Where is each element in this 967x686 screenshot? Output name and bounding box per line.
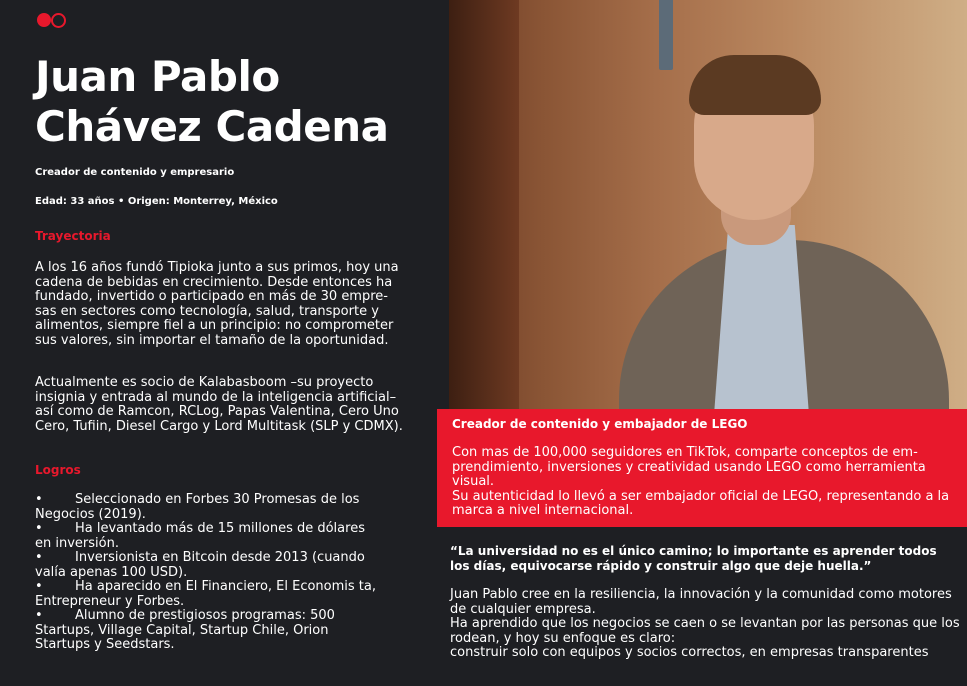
lego-text — [452, 446, 960, 519]
name-line-1: Juan Pablo — [35, 52, 280, 101]
bullet-icon: • — [35, 550, 43, 565]
photo-door-frame — [449, 0, 519, 412]
logro-text: Alumno de prestigiosos programas: 500 Startups, Village Capital, Startup Chile, Orion Startups y Seedstars. — [35, 608, 335, 652]
profile-subtitle: Creador de contenido y empresario — [35, 167, 235, 178]
photo-shirt — [714, 225, 809, 412]
bullet-icon: • — [35, 492, 43, 507]
logo-dot-filled — [37, 13, 51, 27]
list-item — [35, 609, 380, 653]
trayectoria-paragraph-1: A los 16 años fundó Tipioka junto a sus primos, hoy una cadena de bebidas en crecimiento. Desde entonces ha fundado, invertido o participado en más de 30 empre-sas en sectores como tecnología, salud, transporte y alimentos, siempre fiel a un principio: no comprometer sus valores, sin importar el tamaño de la oportunidad. — [35, 260, 399, 348]
logro-text: Ha levantado más de 15 millones de dólares en inversión. — [35, 521, 365, 551]
bullet-icon: • — [35, 608, 43, 623]
bullet-icon: • — [35, 521, 43, 536]
logro-text: Ha aparecido en El Financiero, El Economis ta, Entrepreneur y Forbes. — [35, 579, 377, 609]
logros-title: Logros — [35, 463, 81, 477]
photo-lamp — [659, 0, 673, 70]
list-item — [35, 522, 380, 551]
trayectoria-title: Trayectoria — [35, 229, 111, 243]
logro-text: Inversionista en Bitcoin desde 2013 (cuando valía apenas 100 USD). — [35, 550, 365, 580]
list-item — [35, 551, 380, 580]
closing-line-1: Juan Pablo cree en la resiliencia, la innovación y la comunidad como motores de cualquier empresa. — [450, 587, 952, 617]
photo-hair — [689, 55, 821, 115]
bullet-icon: • — [35, 579, 43, 594]
lego-text-1: Con mas de 100,000 seguidores en TikTok, comparte conceptos de em-prendimiento, inversiones y creatividad usando LEGO como herramienta visual. — [452, 445, 926, 489]
logro-text: Seleccionado en Forbes 30 Promesas de los Negocios (2019). — [35, 492, 360, 522]
closing-line-3: construir solo con equipos y socios correctos, en empresas transparentes — [450, 645, 929, 660]
quote: “La universidad no es el único camino; lo importante es aprender todos los días, equivocarse rápido y construir algo que deje huella.” — [450, 544, 937, 573]
trayectoria-paragraph-2: Actualmente es socio de Kalabasboom –su proyecto insignia y entrada al mundo de la inteligencia artificial– así como de Ramcon, RCLog, Papas Valentina, Cero Uno Cero, Tufiin, Diesel Cargo y Lord Multitask (SLP y CDMX). — [35, 375, 403, 434]
list-item — [35, 580, 380, 609]
logros-list — [35, 493, 380, 653]
closing-line-2: Ha aprendido que los negocios se caen o se levantan por las personas que los rodean, y hoy su enfoque es claro: — [450, 616, 960, 646]
lego-highlight-box — [437, 409, 967, 527]
portrait-photo — [449, 0, 967, 412]
lego-text-2: Su autenticidad lo llevó a ser embajador oficial de LEGO, representando a la marca a nivel internacional. — [452, 488, 950, 518]
logo-dots — [37, 13, 71, 29]
lego-title: Creador de contenido y embajador de LEGO — [452, 417, 748, 431]
list-item — [35, 493, 380, 522]
profile-name — [35, 52, 445, 152]
name-line-2: Chávez Cadena — [35, 102, 389, 151]
profile-meta: Edad: 33 años • Origen: Monterrey, México — [35, 196, 278, 207]
closing-text — [450, 588, 960, 661]
logo-dot-outline — [51, 13, 66, 28]
